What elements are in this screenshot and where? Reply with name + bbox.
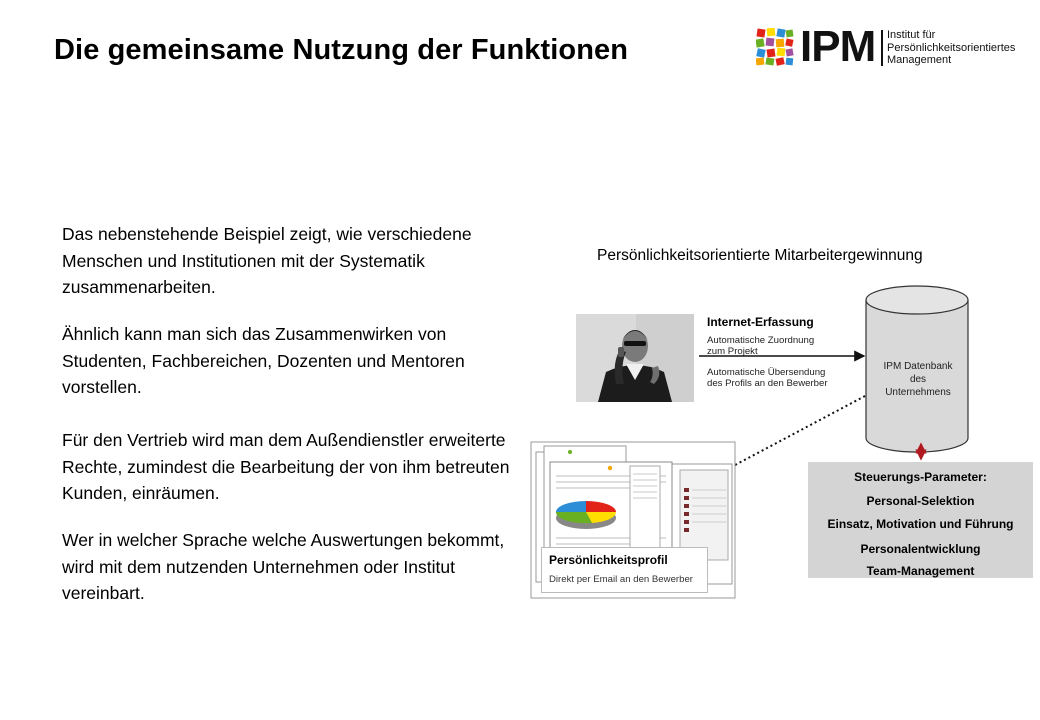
profile-subtext: Direkt per Email an den Bewerber bbox=[549, 574, 693, 585]
parameter-item: Einsatz, Motivation und Führung bbox=[827, 517, 1014, 531]
profile-heading: Persönlichkeitsprofil bbox=[549, 553, 668, 567]
paragraph-languages: Wer in welcher Sprache welche Auswertungen bekommt, wird mit dem nutzenden Unternehmen oder Institut vereinbart. bbox=[62, 530, 505, 603]
database-label-line-2: des bbox=[909, 374, 927, 385]
logo-line-2: Persönlichkeitsorientiertes bbox=[887, 41, 1016, 54]
internet-capture-block bbox=[699, 308, 843, 400]
auto-send-line-2: des Profils an den Bewerber bbox=[707, 378, 828, 389]
parameters-heading: Steuerungs-Parameter: bbox=[854, 470, 987, 484]
page-title: Die gemeinsame Nutzung der Funktionen bbox=[54, 34, 629, 66]
logo-line-1: Institut für bbox=[887, 29, 936, 41]
person-photo bbox=[576, 314, 694, 402]
logo-line-3: Management bbox=[887, 54, 952, 66]
auto-assignment-text bbox=[707, 335, 814, 357]
parameter-item: Team-Management bbox=[866, 564, 975, 578]
parameter-item: Personalentwicklung bbox=[860, 542, 981, 556]
diagram-title: Persönlichkeitsorientierte Mitarbeitergewinnung bbox=[597, 247, 923, 264]
auto-send-line-1: Automatische Übersendung bbox=[707, 367, 826, 378]
control-parameters-box bbox=[808, 462, 1033, 578]
paragraph-students: Ähnlich kann man sich das Zusammenwirken von Studenten, Fachbereichen, Dozenten und Mentoren vorstellen. bbox=[62, 324, 465, 397]
logo-abbreviation: IPM bbox=[800, 22, 876, 71]
person-phone-icon bbox=[576, 314, 694, 402]
auto-assignment-line-1: Automatische Zuordnung bbox=[707, 335, 815, 346]
auto-assignment-line-2: zum Projekt bbox=[707, 346, 758, 357]
database-label bbox=[868, 360, 968, 399]
database-label-line-1: IPM Datenbank bbox=[883, 361, 953, 372]
internet-capture-heading: Internet-Erfassung bbox=[707, 315, 814, 329]
parameter-item: Personal-Selektion bbox=[866, 494, 975, 508]
auto-send-text bbox=[707, 367, 828, 389]
personality-profile-label bbox=[541, 547, 708, 593]
paragraph-example: Das nebenstehende Beispiel zeigt, wie verschiedene Menschen und Institutionen mit der Systematik zusammenarbeiten. bbox=[62, 224, 472, 297]
paragraph-sales: Für den Vertrieb wird man dem Außendienstler erweiterte Rechte, zumindest die Bearbeitung der von ihm betreuten Kunden, einräumen. bbox=[62, 430, 510, 503]
database-label-line-3: Unternehmens bbox=[885, 387, 951, 398]
